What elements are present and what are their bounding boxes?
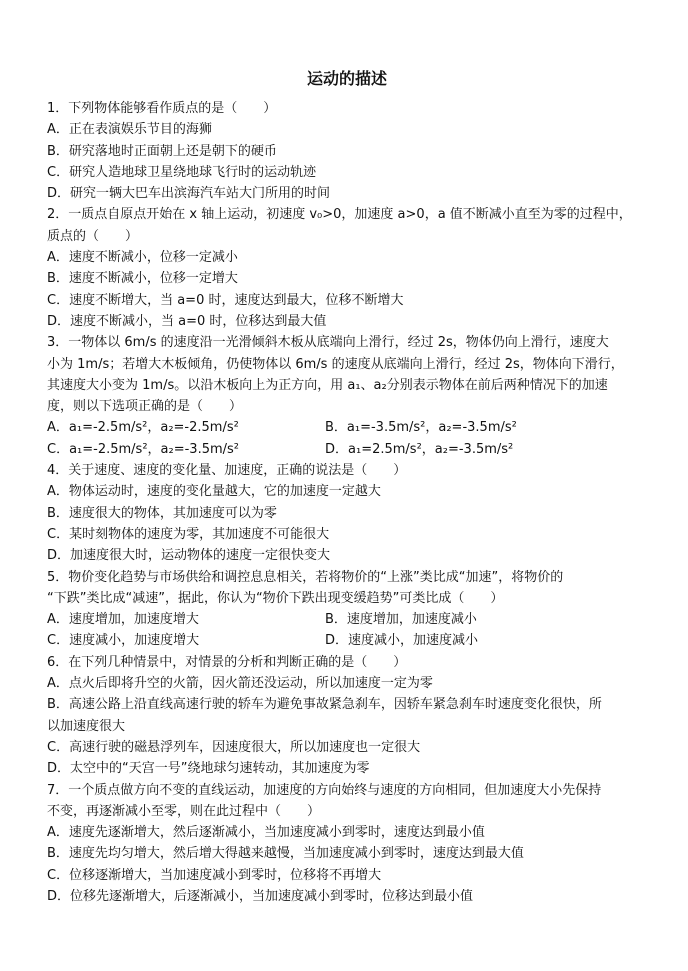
answer-option: B．速度不断减小，位移一定增大	[47, 271, 238, 287]
answer-option: B．速度很大的物体，其加速度可以为零	[47, 505, 277, 521]
question-stem: 小为 1m/s；若增大木板倾角，仍使物体以 6m/s 的速度从底端向上滑行，经过 2s，物体向下滑行，	[47, 356, 624, 372]
answer-option: A．物体运动时，速度的变化量越大，它的加速度一定越大	[47, 484, 381, 500]
answer-option: D．太空中的“天宫一号”绕地球匀速转动，其加速度为零	[47, 761, 370, 777]
question-stem: 质点的（ ）	[47, 228, 139, 244]
answer-option-row	[47, 439, 647, 460]
answer-option: D．加速度很大时，运动物体的速度一定很快变大	[47, 548, 331, 564]
question-2	[47, 204, 647, 332]
answer-option: A．正在表演娱乐节目的海狮	[47, 122, 212, 138]
question-stem: 4．关于速度、速度的变化量、加速度，正确的说法是（ ）	[47, 463, 407, 479]
answer-option: B．高速公路上沿直线高速行驶的轿车为避免事故紧急刹车，因轿车紧急刹车时速度变化很快，所	[47, 697, 602, 713]
question-stem: 7．一个质点做方向不变的直线运动，加速度的方向始终与速度的方向相同，但加速度大小先保持	[47, 782, 602, 798]
answer-option: D．位移先逐渐增大，后逐渐减小，当加速度减小到零时，位移达到最小值	[47, 888, 474, 904]
answer-option: A．点火后即将升空的火箭，因火箭还没运动，所以加速度一定为零	[47, 676, 433, 692]
answer-option-row	[47, 417, 647, 438]
question-stem: “下跌”类比成“减速”，据此，你认为“物价下跌出现变缓趋势”可类比成（ ）	[47, 590, 504, 606]
answer-option: B．速度先均匀增大，然后增大得越来越慢，当加速度减小到零时，速度达到最大值	[47, 846, 524, 862]
question-stem: 其速度大小变为 1m/s。以沿木板向上为正方向，用 a₁、a₂分别表示物体在前后两种情况下的加速	[47, 377, 608, 393]
answer-option: C．a₁=-2.5m/s²，a₂=-3.5m/s²	[47, 441, 240, 457]
question-stem: 2．一质点自原点开始在 x 轴上运动，初速度 v₀>0，加速度 a>0，a 值不断减小直至为零的过程中，	[47, 207, 632, 223]
answer-option: B．研究落地时正面朝上还是朝下的硬币	[47, 143, 277, 159]
answer-option: C．某时刻物体的速度为零，其加速度不可能很大	[47, 526, 330, 542]
page-title: 运动的描述	[306, 69, 387, 88]
answer-option-row	[47, 630, 647, 651]
answer-option: A．速度先逐渐增大，然后逐渐减小，当加速度减小到零时，速度达到最小值	[47, 825, 485, 841]
question-stem: 3．一物体以 6m/s 的速度沿一光滑倾斜木板从底端向上滑行，经过 2s，物体仍向上滑行，速度大	[47, 335, 609, 351]
question-4	[47, 460, 647, 566]
question-stem: 5．物价变化趋势与市场供给和调控息息相关，若将物价的“上涨”类比成“加速”，将物价的	[47, 569, 564, 585]
question-1	[47, 98, 647, 204]
question-3	[47, 332, 647, 460]
answer-option: B．速度增加，加速度减小	[325, 612, 477, 628]
question-5	[47, 567, 647, 652]
answer-option: C．研究人造地球卫星绕地球飞行时的运动轨迹	[47, 164, 317, 180]
answer-option: D．速度减小，加速度减小	[325, 633, 479, 649]
answer-option: 以加速度很大	[47, 718, 126, 734]
question-7	[47, 780, 647, 908]
question-stem: 不变，再逐渐减小至零，则在此过程中（ ）	[47, 803, 321, 819]
question-6	[47, 652, 647, 780]
question-list	[47, 98, 647, 907]
answer-option: C．速度不断增大，当 a=0 时，速度达到最大，位移不断增大	[47, 292, 404, 308]
question-stem: 度，则以下选项正确的是（ ）	[47, 399, 243, 415]
answer-option: A．速度不断减小，位移一定减小	[47, 250, 238, 266]
answer-option: A．a₁=-2.5m/s²，a₂=-2.5m/s²	[47, 420, 239, 436]
answer-option: D．速度不断减小，当 a=0 时，位移达到最大值	[47, 313, 327, 329]
question-stem: 1．下列物体能够看作质点的是（ ）	[47, 101, 277, 116]
answer-option: C．高速行驶的磁悬浮列车，因速度很大，所以加速度也一定很大	[47, 739, 421, 755]
answer-option: D．研究一辆大巴车出滨海汽车站大门所用的时间	[47, 186, 331, 202]
answer-option-row	[47, 609, 647, 630]
answer-option: A．速度增加，加速度增大	[47, 612, 199, 628]
document	[47, 66, 647, 907]
answer-option: D．a₁=2.5m/s²，a₂=-3.5m/s²	[325, 441, 514, 457]
answer-option: C．位移逐渐增大，当加速度减小到零时，位移将不再增大	[47, 867, 382, 883]
answer-option: C．速度减小，加速度增大	[47, 633, 200, 649]
question-stem: 6．在下列几种情景中，对情景的分析和判断正确的是（ ）	[47, 654, 407, 670]
answer-option: B．a₁=-3.5m/s²，a₂=-3.5m/s²	[325, 420, 517, 436]
